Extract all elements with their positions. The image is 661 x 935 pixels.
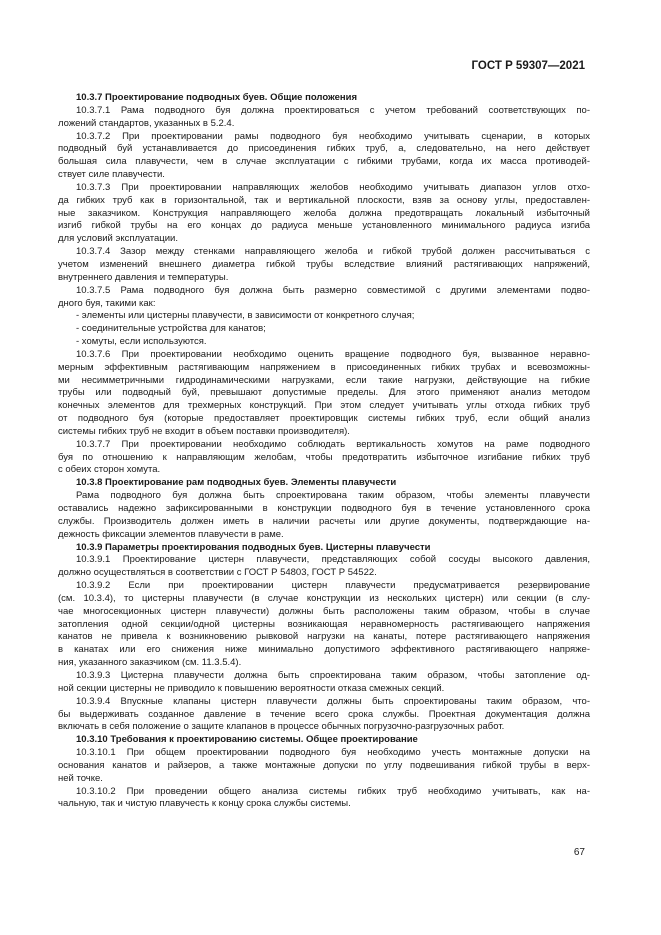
text-line: ной секции цистерны не приводило к повышению вероятности отказа смежных секций. xyxy=(58,682,445,694)
text-line: 10.3.9.3 Цистерна плавучести должна быть спроектирована таким образом, чтобы затопление од- xyxy=(76,669,590,681)
text-line: ствует силе плавучести. xyxy=(58,169,165,181)
text-line: с обеих сторон хомута. xyxy=(58,464,161,476)
text-line: 10.3.10.1 При общем проектировании подводного буя необходимо учесть монтажные допуски на xyxy=(76,747,590,759)
section-heading: 10.3.9 Параметры проектирования подводных буев. Цистерны плавучести xyxy=(76,541,431,553)
text-line: должно осуществляться в соответствии с ГОСТ Р 54803, ГОСТ Р 54522. xyxy=(58,567,377,579)
text-line: чае многосекционных цистерн плавучести) должны быть расположены таким образом, чтобы в случае xyxy=(58,605,590,617)
text-line: дного буя, такими как: xyxy=(58,297,156,309)
text-line: трубы или подводный буй, превышают допустимые пределы. Для этого применяют анализ методом xyxy=(58,387,590,399)
document-body xyxy=(58,92,590,811)
text-line: основания канатов и райзеров, а также монтажные допуски по углу подвешивания гибкой трубы в верх- xyxy=(58,759,590,771)
text-line: Рама подводного буя должна быть спроектирована таким образом, чтобы элементы плавучести xyxy=(76,490,590,502)
text-line: да гибких труб как в горизонтальной, так и вертикальной плоскости, взяв за основу углы, предоставлен- xyxy=(58,194,590,206)
standard-designation: ГОСТ Р 59307—2021 xyxy=(471,60,585,72)
text-line: учетом изменений внешнего диаметра гибкой трубы вследствие влияний растягивающих напряжений, xyxy=(58,258,590,270)
list-item: - элементы или цистерны плавучести, в зависимости от конкретного случая; xyxy=(76,310,415,322)
text-line: в канатах или его снижения ниже минимально допустимого эффективного растягивающего напряже- xyxy=(58,644,590,656)
text-line: системы гибких труб не входит в объем поставки производителя). xyxy=(58,425,350,437)
text-line: включать в себя положение о защите клапанов в процессе обычных погрузочно-разгрузочных работ. xyxy=(58,721,505,733)
text-line: внутреннего давления и температуры. xyxy=(58,271,229,283)
text-line: 10.3.7.6 При проектировании необходимо оценить вращение подводного буя, вызванное неравно- xyxy=(76,348,590,360)
page-number: 67 xyxy=(573,847,585,858)
text-line: 10.3.9.4 Впускные клапаны цистерн плавучести должны быть спроектированы таким образом, что- xyxy=(76,695,590,707)
text-line: большая сила плавучести, чем в случае эксплуатации с гибкими трубами, когда их масса противодей- xyxy=(58,156,590,168)
text-line: 10.3.9.1 Проектирование цистерн плавучести, представляющих собой сосуды высокого давления, xyxy=(76,554,590,566)
text-line: 10.3.7.1 Рама подводного буя должна проектироваться с учетом требований соответствующих по- xyxy=(76,104,590,116)
text-line: подводный буй устанавливается до присоединения гибких труб, а, следовательно, на него действует xyxy=(58,143,590,155)
text-line: 10.3.9.2 Если при проектировании цистерн плавучести предусматривается резервирование xyxy=(76,580,590,592)
text-line: 10.3.7.7 При проектировании необходимо соблюдать вертикальность хомутов на раме подводного xyxy=(76,438,590,450)
text-line: 10.3.7.5 Рама подводного буя должна быть размерно совместимой с другими элементами подво- xyxy=(76,284,590,296)
text-line: изгиб гибкой трубы на его концах до радиуса меньше установленного минимального радиуса изгиба xyxy=(58,220,590,232)
text-line: конечных элементов для трехмерных конструкций. При этом следует учитывать углы отхода гибких труб xyxy=(58,400,590,412)
text-line: 10.3.7.3 При проектировании направляющих желобов необходимо учитывать диапазон углов отхо- xyxy=(76,181,590,193)
text-line: ные заказчиком. Конструкция направляющего желоба должна предотвращать локальный избыточный xyxy=(58,207,590,219)
text-line: 10.3.7.4 Зазор между стенками направляющего желоба и гибкой трубой должен рассчитываться с xyxy=(76,246,590,258)
text-line: от подводного буя (которые предоставляет проектировщик системы гибких труб, если общий анализ xyxy=(58,413,590,425)
text-line: 10.3.7.2 При проектировании рамы подводного буя необходимо учитывать сценарии, в которых xyxy=(76,130,590,142)
text-line: службы. Производитель должен иметь в наличии расчеты или другие документы, подтверждающие на- xyxy=(58,515,590,527)
text-line: 10.3.10.2 При проведении общего анализа системы гибких труб необходимо учитывать, как на- xyxy=(76,785,590,797)
text-line: канатов не привела к возникновению рывковой нагрузки на канаты, потере растягивающего напряжения xyxy=(58,631,590,643)
text-line: чальную, так и чистую плавучесть к концу срока службы системы. xyxy=(58,798,351,810)
text-line: ложений стандартов, указанных в 5.2.4. xyxy=(58,117,235,129)
list-item: - хомуты, если используются. xyxy=(76,336,207,348)
text-line: бы выдерживать созданное давление в течение всего срока службы. Проектная документация должна xyxy=(58,708,590,720)
text-line: ния, указанного заказчиком (см. 11.3.5.4). xyxy=(58,657,242,669)
text-line: ми несимметричными гидродинамическими нагрузками, если такие нагрузки, действующие на гибкие xyxy=(58,374,590,386)
text-line: (см. 10.3.4), то цистерны плавучести (в случае конструкции из нескольких цистерн) или секции (в слу- xyxy=(58,592,590,604)
text-line: буя по отношению к направляющим желобам, чтобы предотвратить избыточное изгибание гибких труб xyxy=(58,451,590,463)
text-line: затопления одной секции/одной цистерны возникающая неравномерность растягивающего напряжения xyxy=(58,618,590,630)
text-line: ней точке. xyxy=(58,772,103,784)
text-line: для условий эксплуатации. xyxy=(58,233,178,245)
section-heading: 10.3.10 Требования к проектированию системы. Общее проектирование xyxy=(76,734,418,746)
text-line: дежность фиксации элементов плавучести в раме. xyxy=(58,528,284,540)
text-line: оставались надежно зафиксированными в конструкции подводного буя в течение установленного срока xyxy=(58,503,590,514)
section-heading: 10.3.8 Проектирование рам подводных буев. Элементы плавучести xyxy=(76,477,397,489)
section-heading: 10.3.7 Проектирование подводных буев. Общие положения xyxy=(76,92,358,103)
list-item: - соединительные устройства для канатов; xyxy=(76,323,266,335)
text-line: мерным эффективным растягивающим напряжением в присоединенных гибких трубах и всевозможны- xyxy=(58,361,590,373)
